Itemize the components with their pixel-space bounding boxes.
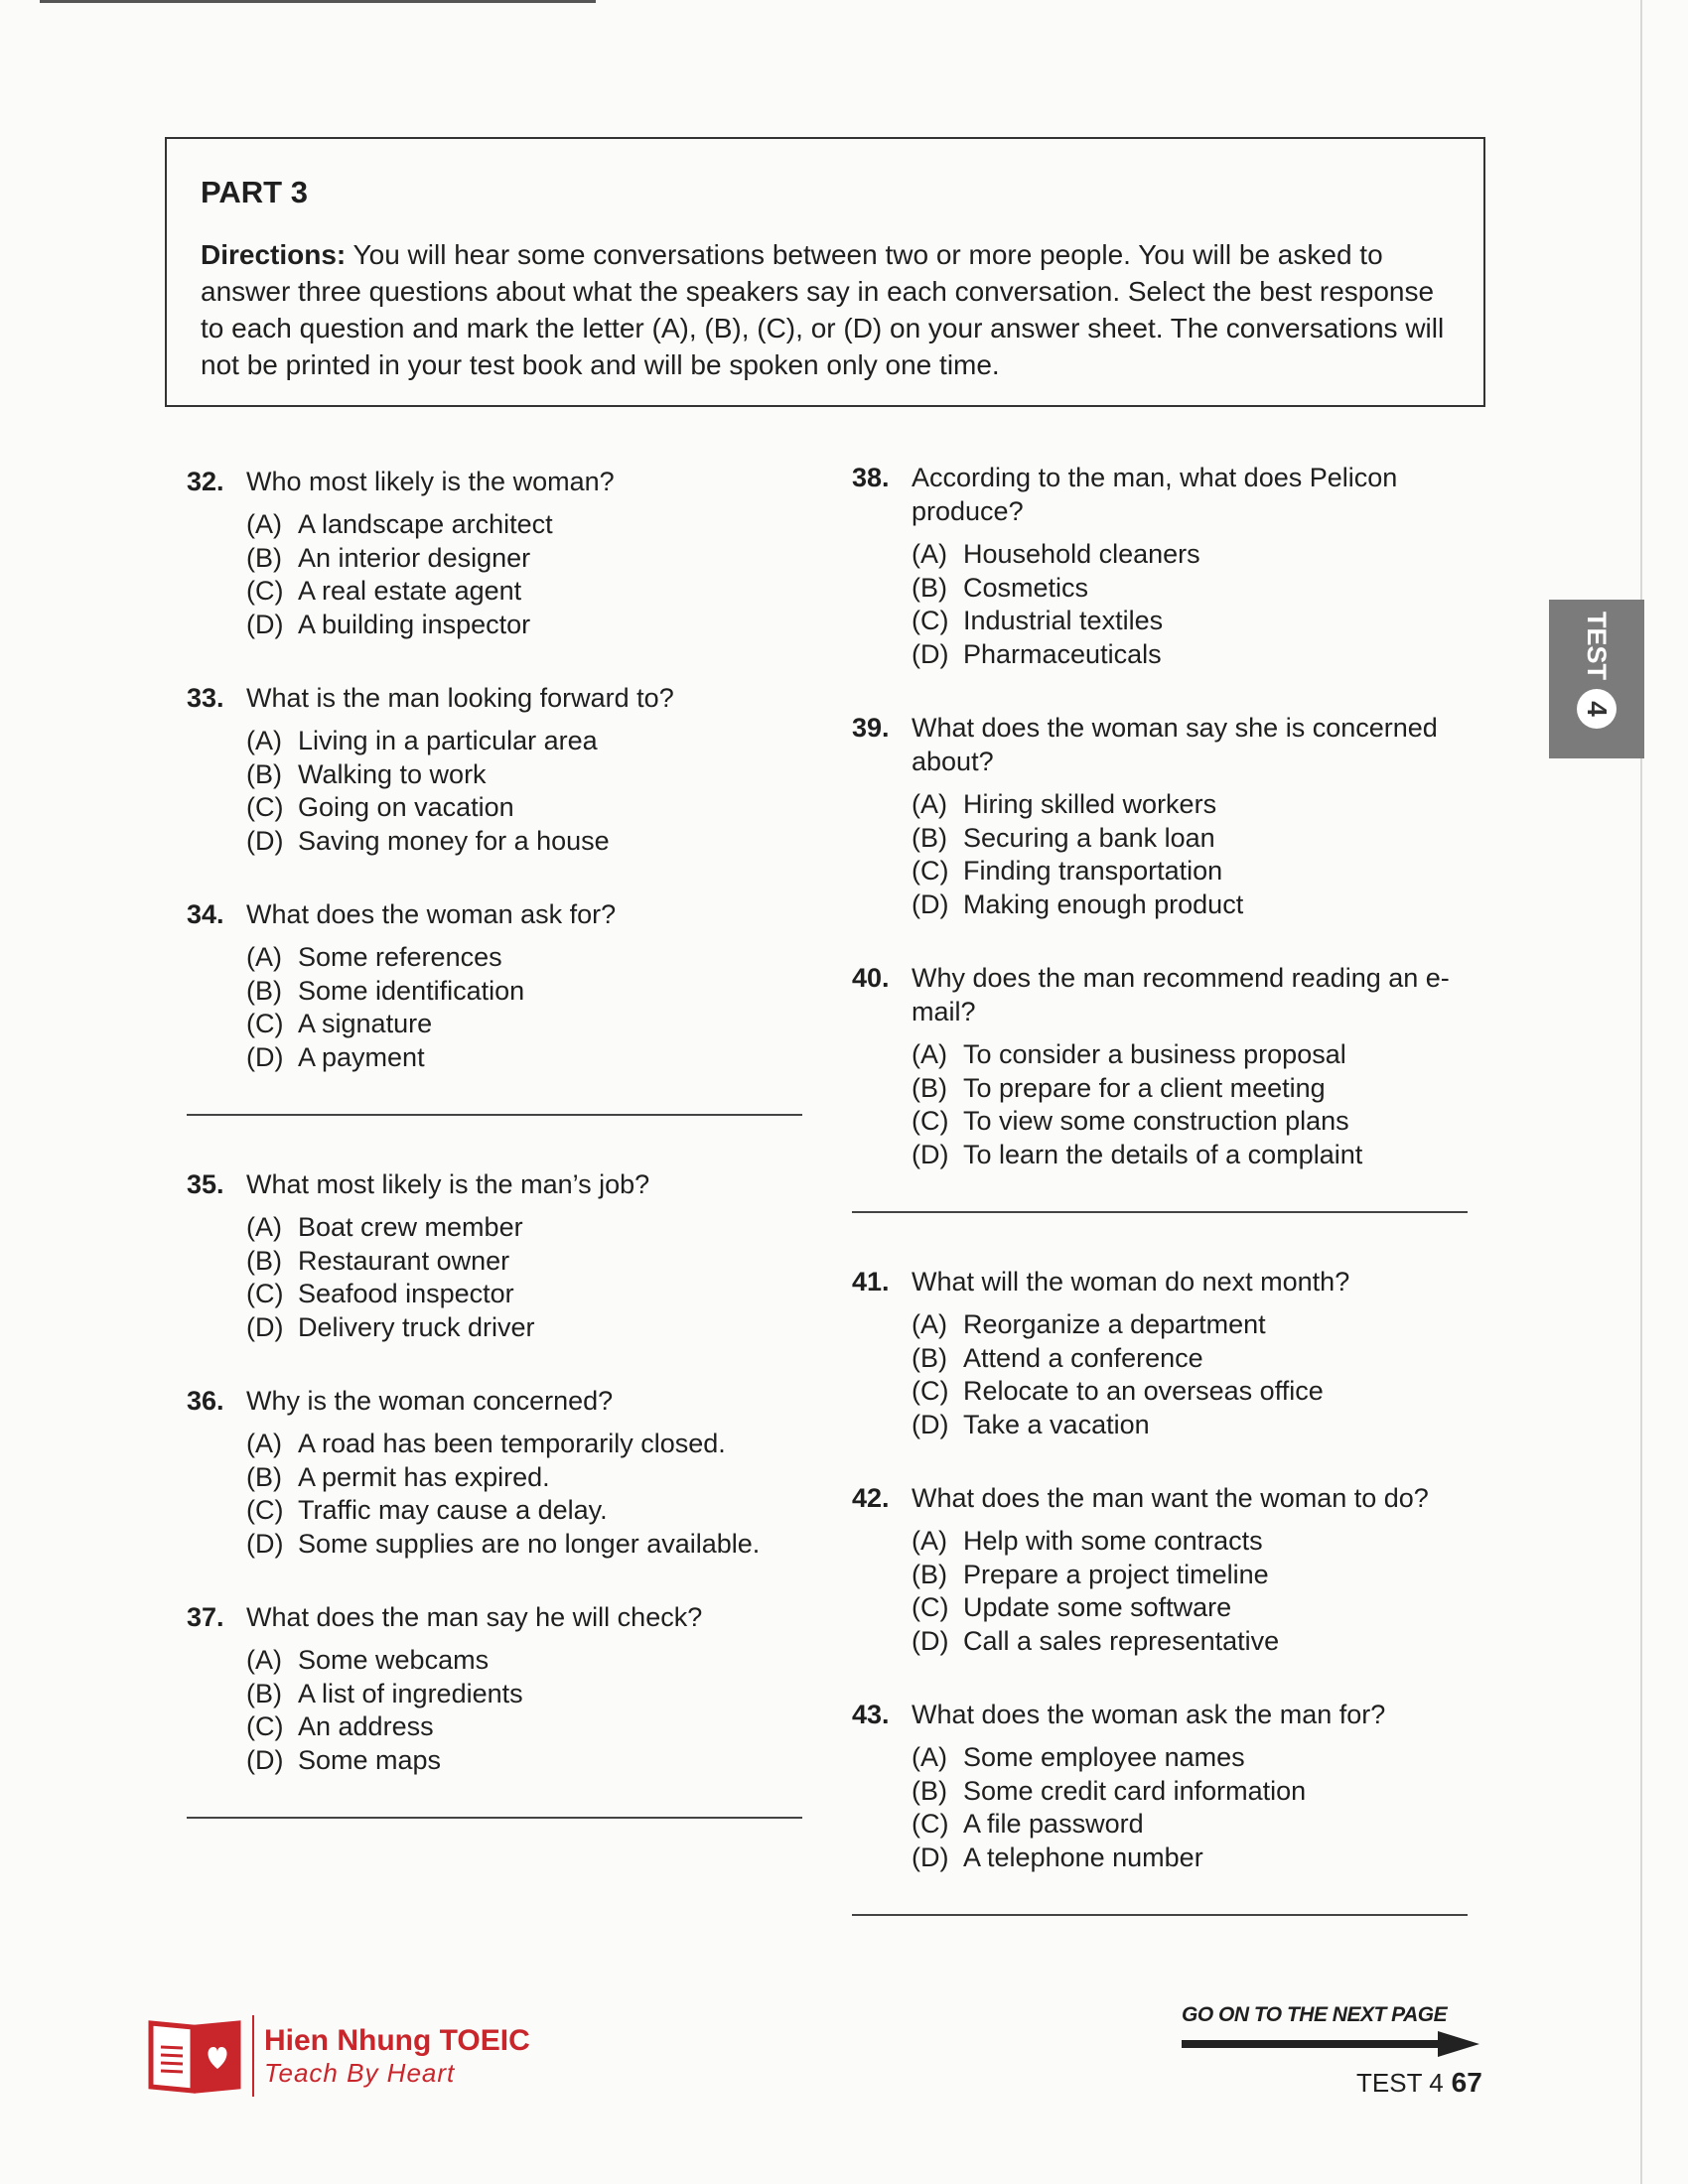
option-letter: (C)	[912, 1809, 949, 1839]
question-number: 35.	[187, 1169, 224, 1199]
left-question-column	[187, 465, 802, 1870]
answer-options	[912, 788, 1468, 921]
answer-option	[912, 1625, 1468, 1659]
answer-option	[246, 1008, 802, 1041]
option-letter: (A)	[246, 1645, 282, 1675]
option-letter: (D)	[912, 1409, 949, 1439]
option-text: Securing a bank loan	[963, 822, 1215, 853]
section-divider	[187, 1114, 802, 1116]
option-letter: (B)	[912, 1072, 947, 1103]
option-letter: (B)	[912, 1775, 947, 1806]
answer-options	[912, 1308, 1468, 1441]
option-text: Some references	[298, 942, 502, 972]
next-page-text: GO ON TO THE NEXT PAGE	[1182, 2003, 1448, 2026]
question-item	[187, 465, 802, 641]
logo-name: Hien Nhung TOEIC	[264, 2024, 530, 2057]
directions-body: You will hear some conversations between two or more people. You will be asked to answer three questions about what the speakers say in each conversation. Select the best response to each question and mark the letter (A), (B), (C), or (D) on your answer sheet. The conversations will not be printed in your test book and will be spoken only one time.	[201, 239, 1445, 380]
option-letter: (D)	[246, 1041, 284, 1072]
option-text: Some credit card information	[963, 1775, 1307, 1806]
option-letter: (C)	[912, 606, 949, 635]
page-edge	[1640, 0, 1642, 2184]
option-text: An interior designer	[298, 542, 531, 573]
option-letter: (A)	[912, 1742, 947, 1772]
option-letter: (D)	[246, 825, 284, 856]
option-text: A payment	[298, 1041, 425, 1072]
option-text: Boat crew member	[298, 1212, 523, 1242]
option-text: To prepare for a client meeting	[963, 1072, 1326, 1103]
option-text: Pharmaceuticals	[963, 638, 1162, 669]
option-letter: (B)	[246, 1245, 282, 1276]
section-divider	[852, 1914, 1468, 1916]
answer-option	[912, 1525, 1468, 1559]
answer-option	[912, 1342, 1468, 1376]
option-text: Some identification	[298, 975, 525, 1006]
option-text: Some webcams	[298, 1645, 490, 1675]
question-number: 42.	[852, 1483, 890, 1513]
answer-option	[246, 1278, 802, 1311]
option-text: Delivery truck driver	[298, 1311, 535, 1342]
page-footer	[1356, 2067, 1482, 2099]
question-stem	[852, 1265, 1468, 1298]
question-item	[852, 461, 1468, 671]
answer-options	[246, 508, 802, 641]
option-text: To consider a business proposal	[963, 1039, 1346, 1069]
question-text: What is the man looking forward to?	[246, 683, 674, 713]
logo-tagline: Teach By Heart	[264, 2058, 456, 2088]
option-text: Call a sales representative	[963, 1625, 1280, 1656]
option-text: Take a vacation	[963, 1409, 1150, 1439]
option-text: Relocate to an overseas office	[963, 1376, 1324, 1406]
answer-option	[912, 822, 1468, 856]
question-text: What does the woman say she is concerned about?	[912, 713, 1438, 776]
option-text: A landscape architect	[298, 509, 553, 539]
option-letter: (A)	[246, 509, 282, 539]
option-text: A signature	[298, 1009, 433, 1038]
answer-option	[246, 975, 802, 1009]
option-text: Cosmetics	[963, 572, 1089, 603]
answer-option	[912, 1375, 1468, 1409]
answer-option	[912, 1038, 1468, 1072]
option-letter: (A)	[912, 1039, 947, 1069]
answer-option	[246, 1528, 802, 1562]
question-item	[187, 897, 802, 1074]
option-letter: (C)	[246, 576, 284, 606]
option-letter: (D)	[246, 1311, 284, 1342]
question-item	[852, 711, 1468, 921]
option-text: Some maps	[298, 1744, 442, 1775]
question-number: 33.	[187, 683, 224, 713]
book-heart-icon	[145, 2017, 244, 2095]
answer-option	[912, 572, 1468, 606]
answer-option	[246, 1461, 802, 1495]
option-text: A real estate agent	[298, 576, 522, 606]
option-text: A road has been temporarily closed.	[298, 1429, 726, 1458]
answer-option	[912, 1308, 1468, 1342]
question-item	[187, 1600, 802, 1777]
question-stem	[187, 681, 802, 715]
option-letter: (A)	[912, 539, 947, 569]
question-item	[187, 681, 802, 858]
question-text: What does the woman ask for?	[246, 899, 617, 929]
answer-option	[912, 1808, 1468, 1842]
question-item	[852, 1481, 1468, 1658]
question-item	[187, 1384, 802, 1561]
question-stem	[187, 1384, 802, 1418]
question-stem	[852, 461, 1468, 528]
option-letter: (B)	[246, 758, 282, 789]
option-letter: (C)	[246, 1279, 284, 1308]
answer-option	[246, 1494, 802, 1528]
answer-option	[246, 1644, 802, 1678]
answer-options	[912, 1525, 1468, 1658]
answer-option	[912, 1409, 1468, 1442]
logo-divider	[252, 2015, 254, 2097]
option-letter: (B)	[246, 975, 282, 1006]
answer-option	[246, 1744, 802, 1778]
option-letter: (D)	[912, 888, 949, 919]
answer-option	[246, 1245, 802, 1279]
answer-option	[246, 1041, 802, 1075]
option-letter: (B)	[912, 822, 947, 853]
question-stem	[852, 1481, 1468, 1515]
option-letter: (D)	[246, 1528, 284, 1559]
option-text: Saving money for a house	[298, 825, 610, 856]
answer-option	[912, 788, 1468, 822]
answer-option	[912, 1559, 1468, 1592]
answer-option	[246, 609, 802, 642]
option-text: Attend a conference	[963, 1342, 1203, 1373]
question-text: What will the woman do next month?	[912, 1267, 1350, 1297]
option-letter: (B)	[912, 1559, 947, 1589]
question-stem	[187, 1600, 802, 1634]
answer-options	[912, 538, 1468, 671]
answer-option	[246, 825, 802, 859]
answer-options	[912, 1741, 1468, 1874]
option-letter: (C)	[246, 1009, 284, 1038]
answer-option	[246, 1710, 802, 1744]
question-text: Why is the woman concerned?	[246, 1386, 614, 1416]
question-stem	[187, 1167, 802, 1201]
option-letter: (B)	[912, 572, 947, 603]
option-letter: (C)	[912, 1106, 949, 1136]
option-text: Living in a particular area	[298, 726, 598, 755]
option-text: Traffic may cause a delay.	[298, 1495, 608, 1525]
option-letter: (B)	[246, 542, 282, 573]
question-number: 36.	[187, 1386, 224, 1416]
question-stem	[852, 1698, 1468, 1731]
question-text: Why does the man recommend reading an e-mail?	[912, 963, 1450, 1026]
answer-option	[912, 1775, 1468, 1809]
option-text: A permit has expired.	[298, 1461, 550, 1492]
answer-option	[246, 1678, 802, 1711]
answer-option	[912, 605, 1468, 638]
option-letter: (D)	[912, 1139, 949, 1169]
answer-options	[246, 1211, 802, 1344]
option-letter: (C)	[912, 856, 949, 886]
answer-option	[246, 1311, 802, 1345]
answer-option	[912, 538, 1468, 572]
option-text: To view some construction plans	[963, 1106, 1349, 1136]
section-divider	[852, 1211, 1468, 1213]
footer-test-label: TEST 4	[1356, 2068, 1444, 2098]
answer-options	[246, 941, 802, 1074]
option-text: Some employee names	[963, 1742, 1245, 1772]
question-stem	[852, 711, 1468, 778]
answer-option	[246, 508, 802, 542]
option-letter: (C)	[246, 792, 284, 822]
question-text: Who most likely is the woman?	[246, 467, 615, 496]
option-letter: (A)	[246, 942, 282, 972]
question-number: 38.	[852, 463, 890, 492]
right-question-column	[852, 461, 1468, 1968]
question-stem	[852, 961, 1468, 1028]
question-text: According to the man, what does Pelicon produce?	[912, 463, 1398, 526]
side-tab-number-badge	[1577, 689, 1617, 729]
option-text: Seafood inspector	[298, 1279, 514, 1308]
test-side-tab	[1549, 600, 1644, 758]
answer-option	[246, 758, 802, 792]
answer-option	[246, 542, 802, 576]
question-item	[852, 961, 1468, 1171]
option-text: Household cleaners	[963, 539, 1200, 569]
answer-options	[246, 725, 802, 858]
answer-option	[246, 941, 802, 975]
option-letter: (C)	[912, 1592, 949, 1622]
question-number: 34.	[187, 899, 224, 929]
option-text: To learn the details of a complaint	[963, 1139, 1363, 1169]
option-text: Finding transportation	[963, 856, 1223, 886]
option-text: Industrial textiles	[963, 606, 1164, 635]
page-number: 67	[1451, 2067, 1482, 2098]
option-text: Restaurant owner	[298, 1245, 510, 1276]
option-letter: (A)	[912, 1526, 947, 1556]
option-letter: (A)	[246, 726, 282, 755]
question-number: 39.	[852, 713, 890, 743]
option-text: Going on vacation	[298, 792, 514, 822]
answer-option	[246, 791, 802, 825]
answer-option	[912, 1105, 1468, 1139]
question-number: 43.	[852, 1700, 890, 1729]
answer-option	[912, 1591, 1468, 1625]
section-divider	[187, 1817, 802, 1819]
question-text: What does the woman ask the man for?	[912, 1700, 1386, 1729]
question-number: 40.	[852, 963, 890, 993]
option-text: Hiring skilled workers	[963, 789, 1217, 819]
option-text: An address	[298, 1711, 434, 1741]
option-letter: (B)	[246, 1678, 282, 1708]
question-text: What does the man say he will check?	[246, 1602, 703, 1632]
option-text: Some supplies are no longer available.	[298, 1528, 761, 1559]
option-letter: (C)	[246, 1495, 284, 1525]
option-text: A telephone number	[963, 1842, 1203, 1872]
option-letter: (D)	[912, 1625, 949, 1656]
part-title: PART 3	[201, 175, 308, 209]
side-tab-number: 4	[1581, 700, 1613, 717]
question-item	[852, 1698, 1468, 1874]
arrow-right-icon	[1182, 2031, 1479, 2057]
option-letter: (A)	[246, 1212, 282, 1242]
option-letter: (A)	[246, 1429, 282, 1458]
option-text: Reorganize a department	[963, 1309, 1266, 1339]
option-letter: (C)	[912, 1376, 949, 1406]
option-letter: (A)	[912, 789, 947, 819]
directions-label: Directions:	[201, 239, 347, 270]
publisher-logo	[145, 2015, 530, 2097]
option-text: Prepare a project timeline	[963, 1559, 1269, 1589]
option-letter: (A)	[912, 1309, 947, 1339]
option-letter: (C)	[246, 1711, 284, 1741]
answer-option	[912, 1741, 1468, 1775]
question-number: 32.	[187, 467, 224, 496]
answer-option	[246, 725, 802, 758]
option-text: A building inspector	[298, 609, 531, 639]
answer-option	[912, 1842, 1468, 1875]
option-text: Walking to work	[298, 758, 487, 789]
question-item	[852, 1265, 1468, 1441]
directions-text	[201, 236, 1450, 383]
answer-options	[246, 1428, 802, 1561]
answer-option	[246, 1428, 802, 1461]
answer-options	[246, 1644, 802, 1777]
option-letter: (B)	[246, 1461, 282, 1492]
option-text: Making enough product	[963, 888, 1244, 919]
answer-option	[912, 1072, 1468, 1106]
option-text: A list of ingredients	[298, 1678, 523, 1708]
answer-option	[246, 575, 802, 609]
question-number: 37.	[187, 1602, 224, 1632]
question-stem	[187, 465, 802, 498]
option-letter: (B)	[912, 1342, 947, 1373]
top-rule	[40, 0, 596, 3]
answer-option	[912, 638, 1468, 672]
question-stem	[187, 897, 802, 931]
option-letter: (D)	[246, 609, 284, 639]
question-text: What does the man want the woman to do?	[912, 1483, 1429, 1513]
option-text: Help with some contracts	[963, 1526, 1263, 1556]
answer-option	[246, 1211, 802, 1245]
answer-option	[912, 1139, 1468, 1172]
option-letter: (D)	[246, 1744, 284, 1775]
directions-box	[165, 137, 1485, 407]
answer-options	[912, 1038, 1468, 1171]
next-page-note	[1182, 2003, 1479, 2062]
question-text: What most likely is the man’s job?	[246, 1169, 650, 1199]
answer-option	[912, 855, 1468, 888]
option-text: Update some software	[963, 1592, 1232, 1622]
answer-option	[912, 888, 1468, 922]
option-letter: (D)	[912, 638, 949, 669]
side-tab-label: TEST	[1582, 611, 1613, 680]
option-text: A file password	[963, 1809, 1144, 1839]
question-number: 41.	[852, 1267, 890, 1297]
option-letter: (D)	[912, 1842, 949, 1872]
question-item	[187, 1167, 802, 1344]
